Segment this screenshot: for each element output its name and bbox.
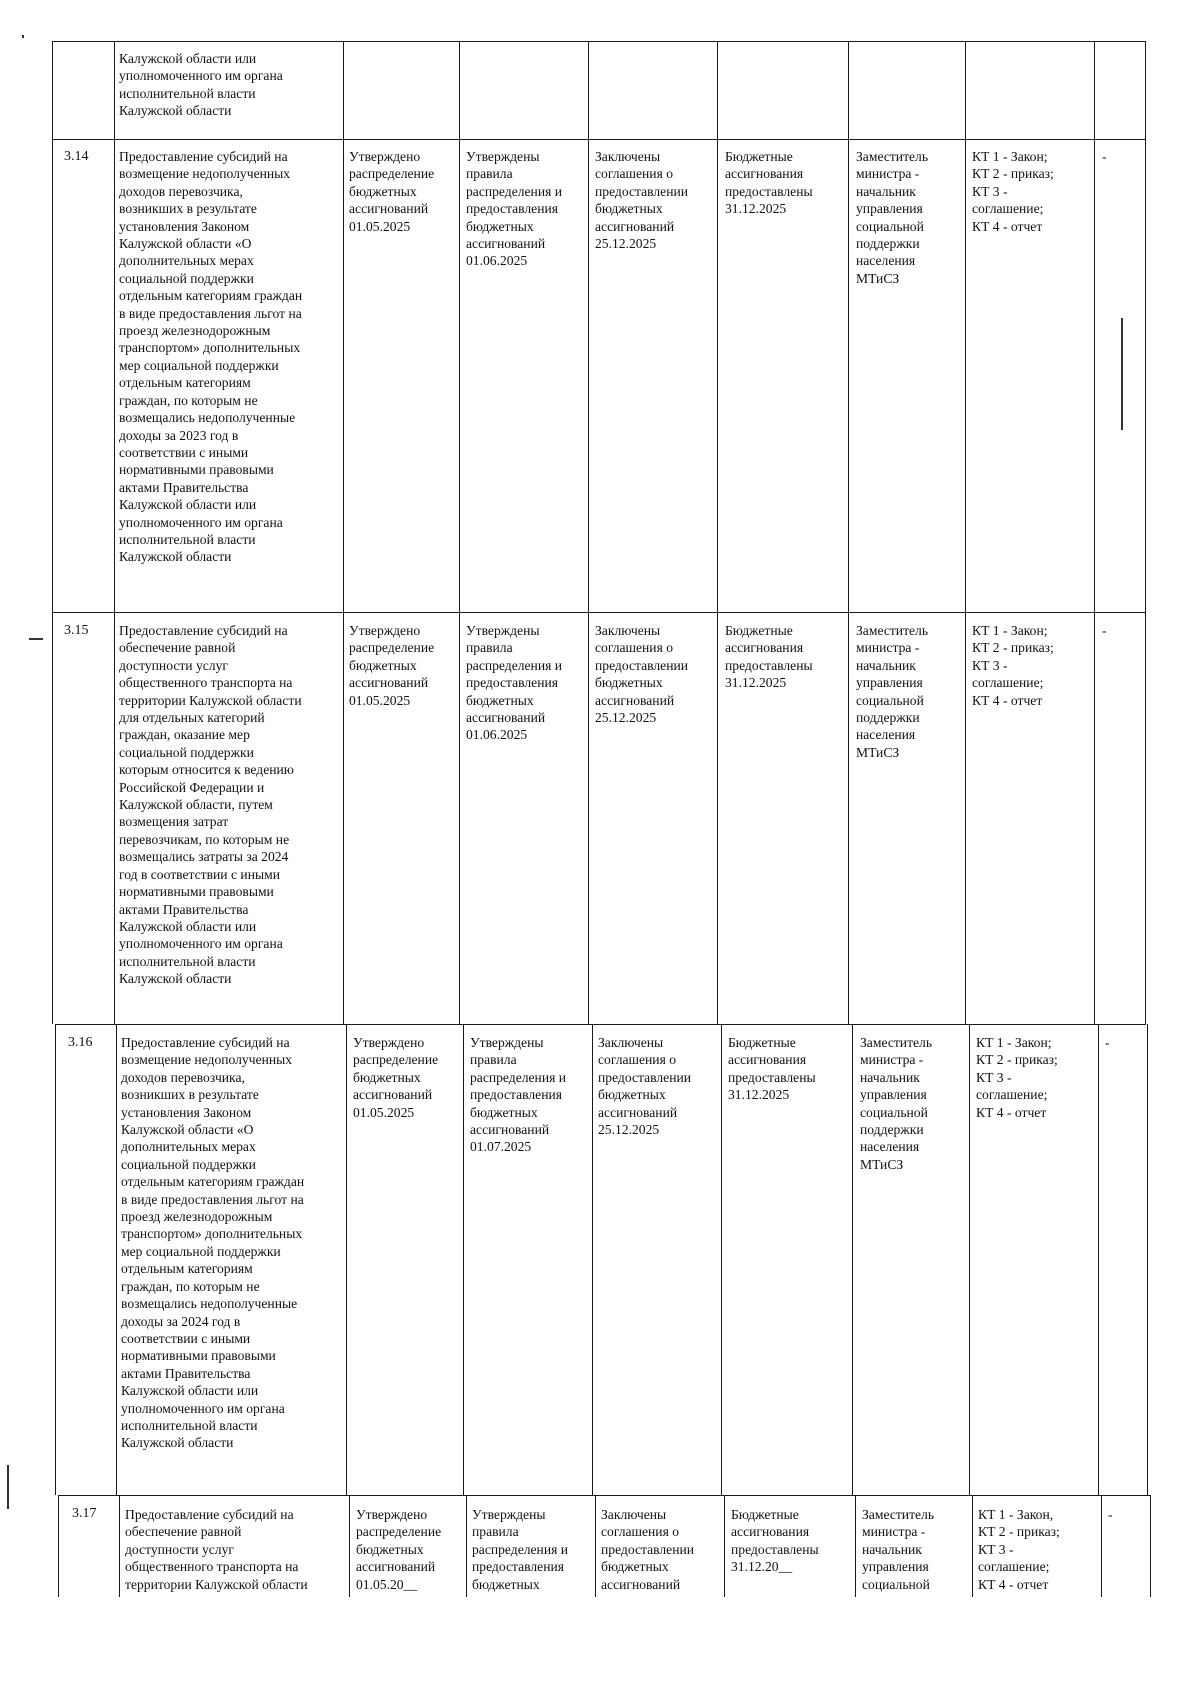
extra-column: -: [1105, 1035, 1110, 1050]
extra-column: -: [1102, 149, 1107, 164]
responsible-person: Заместитель министра - начальник управления социальной поддержки населения МТиСЗ: [856, 149, 929, 286]
control-point-3: Заключены соглашения о предоставлении бюджетных ассигнований 25.12.2025: [595, 623, 689, 726]
row-separator: [55, 1024, 1146, 1025]
column-separator: [1145, 41, 1146, 1024]
column-separator: [595, 1495, 596, 1597]
column-separator: [1098, 1024, 1099, 1495]
table-border-top: [52, 41, 1145, 42]
row-number: 3.17: [72, 1506, 97, 1521]
document-type: КТ 1 - Закон, КТ 2 - приказ; КТ 3 - соглашение; КТ 4 - отчет: [978, 1507, 1060, 1592]
document-type: КТ 1 - Закон; КТ 2 - приказ; КТ 3 - соглашение; КТ 4 - отчет: [972, 623, 1054, 708]
responsible-person: Заместитель министра - начальник управления социальной: [862, 1507, 935, 1592]
row-separator: [52, 139, 1145, 140]
scan-mark: [1121, 318, 1123, 430]
measure-name: Калужской области или уполномоченного им органа исполнительной власти Калужской области: [119, 51, 283, 119]
column-separator: [466, 1495, 467, 1597]
control-point-3: Заключены соглашения о предоставлении бюджетных ассигнований 25.12.2025: [598, 1035, 692, 1138]
measure-name: Предоставление субсидий на обеспечение равной доступности услуг общественного транспорта на территории Калужской области: [125, 1507, 308, 1592]
column-separator: [588, 41, 589, 1024]
column-separator: [965, 41, 966, 1024]
scan-mark: [7, 1465, 9, 1509]
column-separator: [52, 41, 53, 1024]
extra-column: -: [1108, 1507, 1113, 1522]
column-separator: [58, 1495, 59, 1597]
scan-mark: [29, 638, 43, 640]
row-separator: [58, 1495, 1150, 1496]
control-point-4: Бюджетные ассигнования предоставлены 31.12.2025: [725, 623, 813, 691]
control-point-1: Утверждено распределение бюджетных ассигнований 01.05.2025: [349, 623, 435, 708]
scan-dot: [22, 35, 24, 38]
column-separator: [463, 1024, 464, 1495]
extra-column: -: [1102, 623, 1107, 638]
column-separator: [972, 1495, 973, 1597]
row-separator: [52, 612, 1145, 613]
column-separator: [852, 1024, 853, 1495]
column-separator: [855, 1495, 856, 1597]
column-separator: [459, 41, 460, 1024]
control-point-1: Утверждено распределение бюджетных ассигнований 01.05.2025: [353, 1035, 439, 1120]
column-separator: [592, 1024, 593, 1495]
measure-name: Предоставление субсидий на возмещение недополученных доходов перевозчика, возникших в результате установления Законом Калужской области «О дополнительных мерах социальной поддержки отдельным категориям граждан в виде предоставления льгот на проезд железнодорожным транспортом» дополнительных мер социальной поддержки отдельным категориям граждан, по которым не возмещались недополученные доходы за 2024 год в соответствии с иными нормативными правовыми актами Правительства Калужской области или уполномоченного им органа исполнительной власти Калужской области: [121, 1035, 305, 1451]
column-separator: [717, 41, 718, 1024]
column-separator: [343, 41, 344, 1024]
control-point-4: Бюджетные ассигнования предоставлены 31.12.2025: [725, 149, 813, 217]
column-separator: [724, 1495, 725, 1597]
control-point-1: Утверждено распределение бюджетных ассигнований 01.05.2025: [349, 149, 435, 234]
row-number: 3.14: [64, 149, 89, 164]
column-separator: [721, 1024, 722, 1495]
column-separator: [119, 1495, 120, 1597]
row-number: 3.16: [68, 1035, 93, 1050]
row-number: 3.15: [64, 623, 89, 638]
control-point-2: Утверждены правила распределения и предоставления бюджетных ассигнований 01.07.2025: [470, 1035, 567, 1155]
column-separator: [114, 41, 115, 1024]
responsible-person: Заместитель министра - начальник управления социальной поддержки населения МТиСЗ: [860, 1035, 933, 1172]
control-point-2: Утверждены правила распределения и предоставления бюджетных ассигнований 01.06.2025: [466, 623, 563, 743]
document-type: КТ 1 - Закон; КТ 2 - приказ; КТ 3 - соглашение; КТ 4 - отчет: [972, 149, 1054, 234]
column-separator: [848, 41, 849, 1024]
control-point-3: Заключены соглашения о предоставлении бюджетных ассигнований: [601, 1507, 695, 1592]
document-type: КТ 1 - Закон; КТ 2 - приказ; КТ 3 - соглашение; КТ 4 - отчет: [976, 1035, 1058, 1120]
column-separator: [969, 1024, 970, 1495]
responsible-person: Заместитель министра - начальник управления социальной поддержки населения МТиСЗ: [856, 623, 929, 760]
column-separator: [1094, 41, 1095, 1024]
column-separator: [346, 1024, 347, 1495]
column-separator: [55, 1024, 56, 1495]
control-point-1: Утверждено распределение бюджетных ассигнований 01.05.20__: [356, 1507, 442, 1592]
control-point-3: Заключены соглашения о предоставлении бюджетных ассигнований 25.12.2025: [595, 149, 689, 252]
column-separator: [116, 1024, 117, 1495]
control-point-2: Утверждены правила распределения и предоставления бюджетных ассигнований 01.06.2025: [466, 149, 563, 269]
column-separator: [1101, 1495, 1102, 1597]
control-point-2: Утверждены правила распределения и предоставления бюджетных: [472, 1507, 569, 1592]
control-point-4: Бюджетные ассигнования предоставлены 31.12.20__: [731, 1507, 819, 1575]
column-separator: [1150, 1495, 1151, 1597]
control-point-4: Бюджетные ассигнования предоставлены 31.12.2025: [728, 1035, 816, 1103]
measure-name: Предоставление субсидий на возмещение недополученных доходов перевозчика, возникших в результате установления Законом Калужской области «О дополнительных мерах социальной поддержки отдельным категориям граждан в виде предоставления льгот на проезд железнодорожным транспортом» дополнительных мер социальной поддержки отдельным категориям граждан, по которым не возмещались недополученные доходы за 2023 год в соответствии с иными нормативными правовыми актами Правительства Калужской области или уполномоченного им органа исполнительной власти Калужской области: [119, 149, 303, 565]
column-separator: [349, 1495, 350, 1597]
column-separator: [1147, 1024, 1148, 1495]
measure-name: Предоставление субсидий на обеспечение равной доступности услуг общественного транспорта на территории Калужской области для отдельных категорий граждан, оказание мер социальной поддержки которым относится к ведению Российской Федерации и Калужской области, путем возмещения затрат перевозчикам, по которым не возмещались затраты за 2024 год в соответствии с иными нормативными правовыми актами Правительства Калужской области или уполномоченного им органа исполнительной власти Калужской области: [119, 623, 302, 987]
